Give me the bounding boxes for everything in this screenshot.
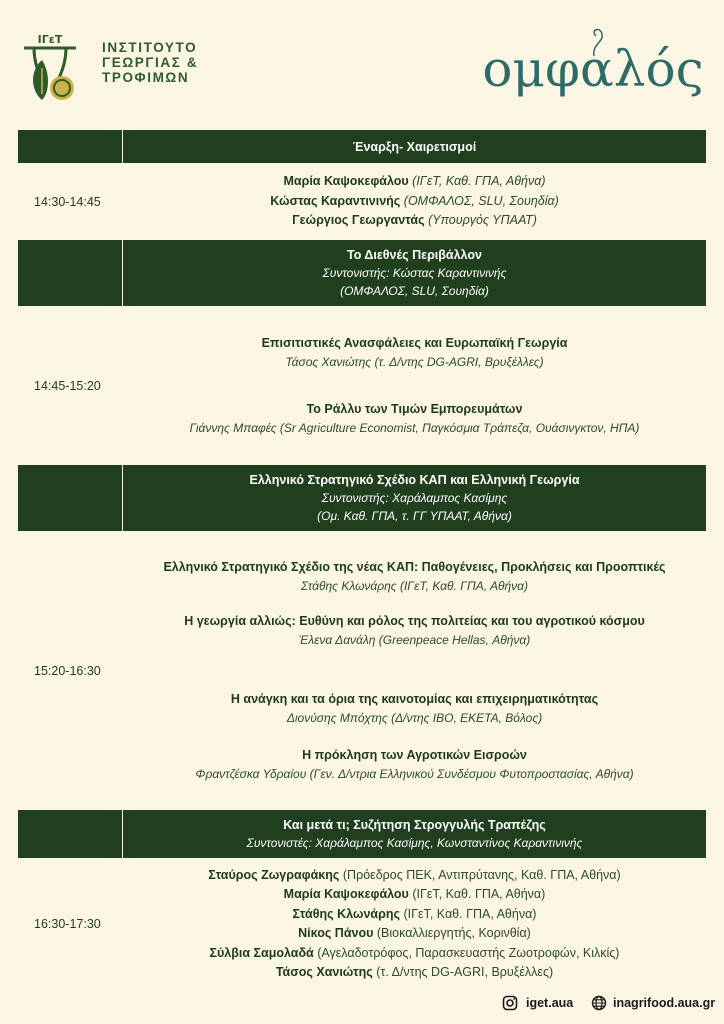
session-time: 14:45-15:20 xyxy=(34,378,101,393)
session-body xyxy=(18,858,706,990)
svg-text:ΙΓεΤ: ΙΓεΤ xyxy=(37,33,63,46)
session-header xyxy=(18,810,706,858)
session-moderator: Συντονιστής: Χαράλαμπος Κασίμης xyxy=(321,491,508,505)
session-title: Έναρξη- Χαιρετισμοί xyxy=(352,139,477,154)
speaker-line: Κώστας Καραντινινής (ΟΜΦΑΛΟΣ, SLU, Σουηδία) xyxy=(270,193,559,208)
talk-speaker: Φραντζέσκα Υδραίου (Γεν. Δ/ντρια Ελληνικού Συνδέσμου Φυτοπροστασίας, Αθήνα) xyxy=(195,766,634,781)
session-title: Και μετά τι; Συζήτηση Στρογγυλής Τραπέζης xyxy=(283,818,546,832)
speaker-line: Μαρία Καψοκεφάλου (ΙΓεΤ, Καθ. ΓΠΑ, Αθήνα) xyxy=(283,174,546,189)
session-moderator: Συντονιστής: Κώστας Καραντινινής xyxy=(322,266,507,280)
speaker-line: Τάσος Χανιώτης (τ. Δ/ντης DG-AGRI, Βρυξέλλες) xyxy=(275,965,554,979)
talk-speaker: Γιάννης Μπαφές (Sr Agriculture Economist, Παγκόσμια Τράπεζα, Ουάσινγκτον, ΗΠΑ) xyxy=(189,420,640,435)
talk-title: Το Ράλλυ των Τιμών Εμπορευμάτων xyxy=(306,401,523,416)
session-body xyxy=(18,163,706,240)
talk-title: Ελληνικό Στρατηγικό Σχέδιο της νέας ΚΑΠ: Παθογένειες, Προκλήσεις και Προοπτικές xyxy=(163,559,666,574)
speaker-line: Μαρία Καψοκεφάλου (ΙΓεΤ, Καθ. ΓΠΑ, Αθήνα) xyxy=(283,887,546,901)
schedule-table xyxy=(18,130,706,990)
talk-title: Επισιτιστικές Ανασφάλειες και Ευρωπαϊκή Γεωργία xyxy=(261,335,568,350)
session-header xyxy=(18,465,706,531)
speaker-line: Στάθης Κλωνάρης (ΙΓεΤ, Καθ. ΓΠΑ, Αθήνα) xyxy=(292,906,537,921)
talk-speaker: Έλενα Δανάλη (Greenpeace Hellas, Αθήνα) xyxy=(298,632,531,647)
session-moderator: Συντονιστές: Χαράλαμπος Κασίμης, Κωνσταντίνος Καραντινινής xyxy=(246,836,583,850)
talk-speaker: Τάσος Χανιώτης (τ. Δ/ντης DG-AGRI, Βρυξέλλες) xyxy=(285,354,544,369)
talk-speaker: Στάθης Κλωνάρης (ΙΓεΤ, Καθ. ΓΠΑ, Αθήνα) xyxy=(301,578,528,593)
talk-title: Η ανάγκη και τα όρια της καινοτομίας και επιχειρηματικότητας xyxy=(230,691,599,706)
talk-title: Η γεωργία αλλιώς: Ευθύνη και ρόλος της πολιτείας και του αγροτικού κόσμου xyxy=(184,613,645,628)
talk-speaker: Διονύσης Μπόχτης (Δ/ντης ΙΒΟ, ΕΚΕΤΑ, Βόλος) xyxy=(286,710,543,725)
session-time: 15:20-16:30 xyxy=(34,663,101,678)
session-title: Το Διεθνές Περιβάλλον xyxy=(347,248,482,262)
speaker-line: Σύλβια Σαμολαδά (Αγελαδοτρόφος, Παρασκευαστής Ζωοτροφών, Κιλκίς) xyxy=(209,945,620,960)
session-header xyxy=(18,130,706,163)
speaker-line: Νίκος Πάνου (Βιοκαλλιεργητής, Κορινθία) xyxy=(298,926,531,940)
session-body xyxy=(18,531,706,810)
globe-icon xyxy=(591,995,607,1011)
session-header xyxy=(18,240,706,306)
session-body xyxy=(18,306,706,465)
session-time: 16:30-17:30 xyxy=(34,917,101,931)
iget-logo xyxy=(20,32,80,104)
speaker-line: Γεώργιος Γεωργαντάς (Υπουργός ΥΠΑΑΤ) xyxy=(292,213,537,228)
website-link[interactable]: inagrifood.aua.gr xyxy=(591,995,715,1011)
session-title: Ελληνικό Στρατηγικό Σχέδιο ΚΑΠ και Ελληνική Γεωργία xyxy=(249,473,580,487)
talk-title: Η πρόκληση των Αγροτικών Εισροών xyxy=(302,747,527,762)
speaker-line: Σταύρος Ζωγραφάκης (Πρόεδρος ΠΕΚ, Αντιπρύτανης, Καθ. ΓΠΑ, Αθήνα) xyxy=(208,867,621,882)
instagram-link[interactable]: iget.aua xyxy=(502,995,573,1011)
svg-text:ομφαλός: ομφαλός xyxy=(482,40,704,98)
instagram-icon xyxy=(502,995,518,1011)
page-footer xyxy=(0,995,724,1019)
omfalos-logo xyxy=(478,28,708,98)
session-time: 14:30-14:45 xyxy=(34,194,101,209)
session-moderator-affiliation: (ΟΜΦΑΛΟΣ, SLU, Σουηδία) xyxy=(340,284,489,298)
page-header xyxy=(0,0,724,120)
institute-name: ΙΝΣΤΙΤΟΥΤΟ ΓΕΩΡΓΙΑΣ & ΤΡΟΦΙΜΩΝ xyxy=(102,40,199,85)
session-moderator-affiliation: (Ομ. Καθ. ΓΠΑ, τ. ΓΓ ΥΠΑΑΤ, Αθήνα) xyxy=(317,509,512,523)
